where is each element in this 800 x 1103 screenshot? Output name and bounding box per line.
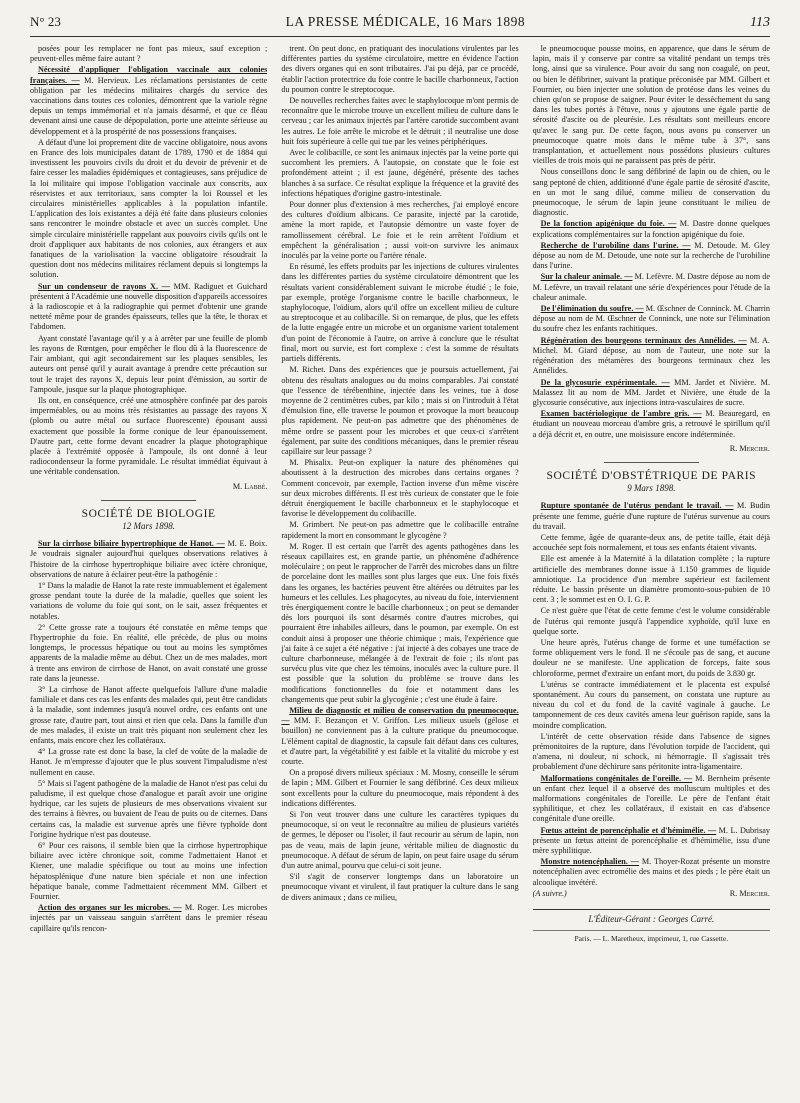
paragraph: Une heure après, l'utérus change de forme et une tuméfaction se forme obliquement vers le fond. Il ne s'écoule pas de sang, et aucune douleur ne se manifeste. Une application de forceps, faite sous chloroforme, permet d'extraire un enfant mort, du poids de 3.830 gr. (532, 637, 770, 678)
section-body: MM. Jardet et Nivière. M. Malassez lit au nom de MM. Jardet et Nivière, une étude de la glycosurie consécutive, aux injections intra-vasculaires de sucre. (532, 377, 770, 407)
section-body: M. Budin présente une femme, guérie d'une rupture de l'utérus survenue au cours du travail. (532, 501, 770, 531)
section-cirrhose (30, 539, 267, 580)
section-body: M. Roger. Les microbes injectés par un vaisseau sanguin s'arrêtent dans le premier réseau capillaire qu'ils rencon- (30, 903, 268, 933)
section-title: Recherche de l'urobiline dans l'urine. — (540, 240, 691, 250)
page-header (30, 14, 770, 36)
numbered-point: 1° Dans la maladie de Hanot la rate reste immuablement et également grosse pendant toute la durée de la maladie, quelles que soient les variations de volume du foie qui sont, on le sait, assez fréquentes et notables. (30, 580, 268, 621)
signature: R. Mercier. (729, 888, 770, 898)
numbered-point: 2° Cette grosse rate a toujours été constatée en même temps que l'hypertrophie du foie. En réalité, elle précède, de plus ou moins longtemps, le processus hépatique ou tout au moins les symptômes apparents de la maladie même au début. Chez un de mes malades, mort à trente ans environ de cirrhose de Hanot, on avait constaté une grosse rate dans la jeunesse. (30, 622, 268, 683)
section-body: M. L. Dubrisay présente un fœtus atteint de porencéphalie et d'hémimélie, issu d'une mère syphilitique. (532, 825, 770, 856)
paragraph: le pneumocoque pousse moins, en apparence, que dans le sérum de lapin, mais il y conserve par contre sa vitalité pendant un temps très long, ainsi que sa virulence. Pour avoir du sang non coagulé, on peut, ou bien le défibriner, suivant la pratique préconisée par MM. Gilbert et Fournier, ou bien injecter une solution de protéose dans les veines du chien qu'on se propose de saigner. Pour éviter le dessèchement du sang dans les tubes portés à l'étuve, nous y ajoutons une égale partie de sérosité d'ascite ou de pleurésie. Les résultats sont meilleurs encore qu'avec le sang pur. De cette façon, nous avons pu conserver un pneumocoque quatre mois dans le même tube à 37°, sans transplantation, et actuellement nous possédons plusieurs cultures vieilles de trois mois qui ne paraissent pas près de périr. (532, 44, 770, 166)
section-title: De la fonction apigénique du foie. — (540, 219, 677, 229)
paragraph: M. Roger. Il est certain que l'arrêt des agents pathogènes dans les réseaux capillaires est, en grande partie, un phénomène d'adhérence moléculaire ; on peut le rapprocher de l'arrêt des microbes dans un filtre de porcelaine dont les mailles sont plus larges que eux. Une fois fixés dans les organes, les bactéries peuvent être altérées ou détruites par les humeurs et les cellules. Les phagocytes, au niveau du foie, interviennent très énergiquement contre le bacille charbonneux ; on peut se demander dès lors pourquoi ils sont désarmés contre d'autres microbes, qui pourraient être inhabiles ailleurs, dans le poumon, par exemple. On est conduit ainsi à proposer une théorie chimique ; mais, l'expérience que j'ai faite à ce sujet a été négative : j'ai injecté à des cobayes une trace de culture charbonneuse, mélangée à de l'extrait de foie ; ils n'ont pas survécu plus vite que chez les témoins, inoculés avec la culture pure. Il est possible que la solution du problème se trouve dans les modifications fonctionnelles du foie et notamment dans les changements que peut subir la glycogénie ; c'est une étude à faire. (281, 541, 519, 704)
paragraph: M. Grimbert. Ne peut-on pas admettre que le colibacille entraîne rapidement la mort en consommant le glycogène ? (281, 520, 519, 540)
society-title: SOCIÉTÉ D'OBSTÉTRIQUE DE PARIS (546, 469, 757, 482)
section-body: MM. F. Bezançon et V. Griffon. Les milieux usuels (gélose et bouillon) ne conviennent pas à la culture pratique du pneumocoque. L'élément capital de diagnostic, la capsule fait défaut dans ces cultures, et d'autre part, la végétabilité y est faible et la vitalité du microbe y est courte. (281, 716, 519, 767)
section-title: Sur la chaleur animale. — (540, 272, 633, 282)
section-oreille (533, 774, 770, 825)
section-title: De l'élimination du soufre. — (540, 304, 644, 314)
to-be-continued: (A suivre.) (532, 888, 567, 898)
signature: R. Mercier. (729, 443, 770, 453)
section-porencephalie (533, 826, 770, 857)
section-monstre (533, 857, 770, 888)
section-pneumocoque (281, 706, 518, 767)
numbered-point: 5° Mais si l'agent pathogène de la maladie de Hanot n'est pas celui du paludisme, il est quelque chose d'analogue et paraît avoir une origine hydrique, car les sujets de plusieurs de mes observations vivaient sur des terrains à fièvres, ou buvaient de l'eau de puits ou de citernes. Dans certains cas, la maladie est survenue après une fièvre typhoïde dont l'origine hydrique n'est pas douteuse. (30, 778, 268, 839)
section-body: M. E. Boix. Je voudrais signaler aujourd'hui quelques observations relatives à l'histoire de la cirrhose hypertrophique biliaire avec ictère chronique, observations de nature à éclairer peut-être la pathogénie : (30, 539, 268, 579)
paragraph: M. Phisalix. Peut-on expliquer la nature des phénomènes qui aboutissent à la destruction des microbes dans certains organes ? Comment concevoir, par exemple, l'action inverse d'un même viscère sur deux microbes différents. Il est très curieux de constater que le foie détruit énergiquement le bacille charbonneux et le staphylocoque et favorise le développement du colibacille. (281, 458, 519, 519)
paragraph: Ils ont, en conséquence, créé une atmosphère confinée par des parois imperméables, ou au moins très résistantes au passage des rayons X (plomb ou autre métal ou surface fluorescente) épousant aussi exactement que possible la forme conique de leur épanouissement. D'autre part, cette forme devant encadrer la plaque photographique placée à l'extrémité opposée à l'ampoule, ils ont donné à leur radiocondenseur la forme pyramidale. Le résultat immédiat équivaut à une véritable condensation. (30, 395, 268, 477)
society-date: 12 Mars 1898. (122, 520, 176, 531)
signature: M. Labbé. (232, 481, 268, 491)
divider (101, 500, 196, 501)
section-body: M. A. Michel. M. Giard dépose, au nom de l'auteur, une note sur la régénération des métamères des bourgeons terminaux chez les Annélides. (532, 335, 770, 376)
section-chaleur (533, 272, 770, 303)
page-number: 113 (750, 15, 770, 30)
paragraph: Pour donner plus d'extension à mes recherches, j'ai employé encore des cultures d'oïdium albicans. Ce parasite, injecté par la carotide, amène la mort rapide, et l'autopsie démontre un vaste foyer de ramollissement cérébral. Le foie et le rein arrêtent l'oïdium et empêchent la généralisation ; aussi voit-on survivre les animaux inoculés par la veine porte ou l'artère rénale. (281, 200, 519, 261)
paragraph: De nouvelles recherches faites avec le staphylocoque m'ont permis de reconnaître que le microbe trouve un excellent milieu de culture dans le cerveau ; car les animaux injectés par l'artère carotide succombent avant les autres. Le foie arrête le microbe et le détruit ; il neutralise une dose huit fois supérieure à celle qui tue par les veines périphériques. (281, 96, 519, 146)
paragraph: L'utérus se contracte immédiatement et le placenta est expulsé spontanément. Au cours du pansement, on constata une rupture au niveau du col et du fond de la cavité vaginale à gauche. Le tamponnement de ces deux cavités amena leur guérison rapide, sans la moindre complication. (532, 679, 770, 730)
paragraph: S'il s'agit de conserver longtemps dans un laboratoire un pneumocoque vivant et virulent, il faut pratiquer la culture dans le sang de divers animaux ; dans ce milieu, (281, 872, 519, 902)
section-body: M. Thoyer-Rozat présente un monstre notencéphalien avec ectromélie des mains et des pieds ; le père était un alcoolique invétéré. (532, 857, 770, 887)
issue-number: N° 23 (30, 14, 61, 29)
printer-line: Paris. — L. Maretheux, imprimeur, 1, rue Cassette. (533, 930, 770, 944)
section-title: Monstre notencéphalien. — (540, 857, 639, 867)
section-title: Sur la cirrhose biliaire hypertrophique de Hanot. — (38, 539, 225, 549)
section-action-organes (30, 903, 267, 934)
section-vaccination (30, 65, 267, 136)
section-title: Sur un condenseur de rayons X. — (38, 281, 170, 291)
section-body: M. Bernheim présente un enfant chez lequel il a observé des molluscum multiples et des malformations congénitales de l'oreille. Le père de l'enfant était syphilitique, et chez les collatéraux, il existait en cas d'absence congénitale d'une oreille. (532, 773, 770, 824)
header-rule (30, 36, 770, 37)
section-annelides (533, 336, 770, 377)
paragraph: Elle est amenée à la Maternité à la dilatation complète ; la rupture artificielle des membranes donne issue à 1.150 grammes de liquide amniotique. La procidence d'un membre supérieur est facilement réduite. Le bassin présente un diamètre promonto-sous-pubien de 10 cent. 3 ; le sommet est en O. I. G. P. (532, 554, 770, 605)
section-title: Milieu de diagnostic et milieu de conservation du pneumocoque. — (281, 706, 519, 726)
paragraph: A défaut d'une loi proprement dite de vaccine obligatoire, nous avons en France des lois municipales datant de 1789, 1790 et de 1884 qui investissent les pouvoirs civils du droit et du devoir de prévenir et de faire cesser les maladies épidémiques et contagieuses, sans préjudice de la loi militaire qui impose l'obligation vaccinale aux conscrits, aux réservistes et aux territoriaux, sans compter la loi Roussel et les circulaires ministérielles applicables à la population infantile. L'application des lois existantes a déjà été faite dans plusieurs colonies sans rencontrer le moindre obstacle et avec un succès complet. Une simple circulaire ministérielle rappelant aux pouvoirs civils qu'ils ont le droit d'appliquer aux habitants de nos colonies, aux étrangers et aux fanatiques de la variolisation la vaccine obligatoire résoudrait la question dont nos médecins militaires réclament depuis si longtemps la solution. (30, 137, 268, 280)
paragraph: M. Richet. Dans des expériences que je poursuis actuellement, j'ai obtenu des résultats analogues ou du moins comparables. J'ai constaté que l'essence de térébenthine, injectée dans les veines, tue à dose moyenne de 2 centimètres cubes, par kilo ; mais si on l'introduit à l'état d'émulsion fine, elle traverse le poumon et provoque la mort beaucoup plus rapidement. Ne peut-on pas admettre que des phénomènes de même ordre se passent pour les microbes et que ceux-ci s'arrêtent également, par suite des conditions mécaniques, dans le premier réseau capillaire sur leur passage ? (281, 365, 519, 456)
paragraph: On a proposé divers milieux spéciaux : M. Mosny, conseille le sérum de lapin ; MM. Gilbert et Fournier le sang défibriné. Ces deux milieux sont excellents pour la culture du pneumocoque, mais répondent à des indications différentes. (281, 768, 519, 808)
section-title: Action des organes sur les microbes. — (38, 903, 182, 913)
editor-line: L'Éditeur-Gérant : Georges Carré. (533, 909, 770, 924)
section-body: M. Hervieux. Les réclamations persistantes de cette obligation par les médecins militaires chargés du service des vaccinations dans toutes ces colonies, démontrent que la variole règne depuis un temps immémorial et n'a jamais désarmé, et que ce fléau devenant ainsi une cause de dépopulation, porte une atteinte sérieuse au développement et à la prospérité de nos possessions françaises. (30, 75, 268, 136)
column-2 (281, 44, 518, 1091)
journal-title: LA PRESSE MÉDICALE, 16 Mars 1898 (285, 14, 526, 29)
society-date: 9 Mars 1898. (627, 483, 676, 494)
section-body: M. Dastre donne quelques explications complémentaires sur la fonction apigénique du foie. (532, 219, 770, 239)
section-body: MM. Radiguet et Guichard présentent à l'Académie une nouvelle disposition d'appareils accessoires à la radioscopie et à la radiographie qui permet d'obtenir une grande netteté même pour de grandes épaisseurs, telles que la tête, le thorax et l'abdomen. (30, 281, 268, 332)
society-title: SOCIÉTÉ DE BIOLOGIE (81, 507, 216, 520)
section-title: Examen bactériologique de l'ambre gris. — (540, 409, 702, 419)
paragraph: trent. On peut donc, en pratiquant des inoculations virulentes par les différentes parties du système circulatoire, mettre en évidence l'action des divers organes qui en sont tributaires. J'ai pu déjà, par ce procédé, établir l'action protectrice du foie contre le bacille charbonneux, l'action du poumon contre le streptocoque. (281, 44, 519, 94)
section-title: Malformations congénitales de l'oreille. — (540, 773, 693, 783)
section-body: M. Œschner de Conninck. M. Charrin dépose au nom de M. Œschner de Conninck, une note sur l'élimination du soufre chez les enfants rachitiques. (532, 304, 770, 334)
section-title: Nécessité d'appliquer l'obligation vaccinale aux colonies françaises. — (30, 65, 268, 85)
paragraph: L'intérêt de cette observation réside dans l'absence de signes prémonitoires de la rupture, dans l'évolution torpide de l'accident, qui n'amena, ni douleur, ni schock, ni hémorragie. Il s'agissait très probablement d'une déchirure sans péritonite intra-ligamentaire. (532, 731, 770, 772)
section-title: Rupture spontanée de l'utérus pendant le travail. — (540, 501, 734, 511)
column-3 (533, 44, 770, 1091)
column-1 (30, 44, 267, 1091)
section-soufre (533, 304, 770, 335)
paragraph: En résumé, les effets produits par les injections de cultures virulentes dans les différentes parties du système circulatoire démontrent que les résultats varient considérablement suivant le microbe étudié ; le foie, par exemple, protège l'organisme contre le bacille charbonneux, le staphylocoque, l'oïdium, alors qu'il offre un excellent milieu de culture au streptocoque et au colibacille. Si on remarque, de plus, que les effets de la lutte engagée entre un microbe et un organisme varient totalement d'un point de l'économie à l'autre, on arrive à conclure que le résultat final, mort ou survie, est fort complexe : c'est la somme de résultats partiels différents. (281, 262, 519, 364)
section-glycosurie (533, 378, 770, 409)
section-body: M. Lefèvre. M. Dastre dépose au nom de M. Lefèvre, un travail relatant une série d'expériences pour l'étude de la chaleur animale. (532, 272, 770, 302)
numbered-point: 6° Pour ces raisons, il semble bien que la cirrhose hypertrophique biliaire avec ictère chronique soit, comme l'admettaient Hanot et Kiener, une maladie spécifique ou tout au moins une infection hépatosplénique d'une nature bien spéciale et non une infection hépatique banale, comme l'admettaient récemment MM. Gilbert et Fournier. (30, 841, 268, 902)
paragraph: Avec le colibacille, ce sont les animaux injectés par la veine porte qui succombent les premiers. A l'autopsie, on constate que le foie est profondément atteint ; il est jaune, dégénéré, présente des taches blanches à sa surface. Ce résultat explique la fréquence et la gravité des infections hépatiques d'origine gastro-intestinale. (281, 148, 519, 198)
article-columns (30, 44, 770, 1091)
paragraph: Si l'on veut trouver dans une culture les caractères typiques du pneumocoque, si on veut le reconnaître au milieu de plusieurs variétés de germes, le déposer ou l'isoler, il faut recourir au sérum de lapin, non pas de veau, mais de lapin jeune, véritable milieu de diagnostic du pneumocoque. A défaut de sérum de lapin, on peut faire usage du sérum d'un autre animal, pourvu que celui-ci soit jeune. (281, 810, 519, 871)
divider (604, 462, 699, 463)
section-title: Fœtus atteint de porencéphalie et d'hémimélie. — (540, 825, 717, 835)
section-body: M. Detoude. M. Gley dépose au nom de M. Detoude, une note sur la recherche de l'urobiline dans l'urine. (532, 240, 770, 271)
paragraph: Ayant constaté l'avantage qu'il y a à arrêter par une feuille de plomb les rayons de Rœntgen, pour empêcher le flou dû à la fluorescence de l'air ambiant, qui agit secondairement sur les plaques sensibles, les auteurs ont pensé qu'il y aurait avantage à prendre cette précaution sur tout le trajet des rayons X, depuis leur point d'émission, au sortir de l'ampoule, jusque sur la plaque photographique. (30, 333, 268, 394)
section-title: De la glycosurie expérimentale. — (540, 377, 670, 387)
section-urobiline (533, 241, 770, 272)
numbered-point: 3° La cirrhose de Hanot affecte quelquefois l'allure d'une maladie familiale et dans ces cas les enfants des malades qui, peut être candidats à la maladie, sont indemnes jusqu'à nouvel ordre, ces enfants ont une grosse rate, d'autre part, tout ainsi et rien que cela. Dans la famille d'un de mes malades, il existe un trait très piquant non seulement chez les enfants, mais encore chez les collatéraux. (30, 684, 268, 745)
paragraph: Ce n'est guère que l'état de cette femme c'est le volume considérable de l'utérus qui remonte jusqu'à l'appendice xyphoïde, qu'il luxe en quelque sorte. (532, 606, 770, 636)
section-ambre (533, 409, 770, 440)
paragraph: Nous conseillons donc le sang défibriné de lapin ou de chien, ou le sang peptoné de chien, additionné d'une égale partie de sérosité d'ascite, en un mot le sang dilué, comme milieu de conservation du pneumocoque, le sérum de lapin jeune constituant le milieu de diagnostic. (532, 167, 770, 218)
signature-line (533, 889, 770, 899)
section-rupture (533, 501, 770, 532)
paragraph: Cette femme, âgée de quarante-deux ans, de petite taille, était déjà accouchée sept fois normalement, et tous ses enfants étaient vivants. (532, 532, 770, 553)
section-apigenique (533, 219, 770, 239)
section-title: Régénération des bourgeons terminaux des Annélides. — (540, 335, 747, 345)
numbered-point: 4° La grosse rate est donc la base, la clef de voûte de la maladie de Hanot. Je m'empresse d'ajouter que le plus souvent l'impaludisme n'est nullement en cause. (30, 747, 268, 777)
section-rayons-x (30, 282, 267, 333)
paragraph: posées pour les remplacer ne font pas mieux, sauf exception ; peuvent-elles même faire autant ? (30, 44, 268, 64)
section-body: M. Beauregard, en étudiant un nouveau morceau d'ambre gris, a retrouvé le spirillum qu'il a déjà décrit et, en outre, une moisissure encore indéterminée. (532, 409, 770, 439)
